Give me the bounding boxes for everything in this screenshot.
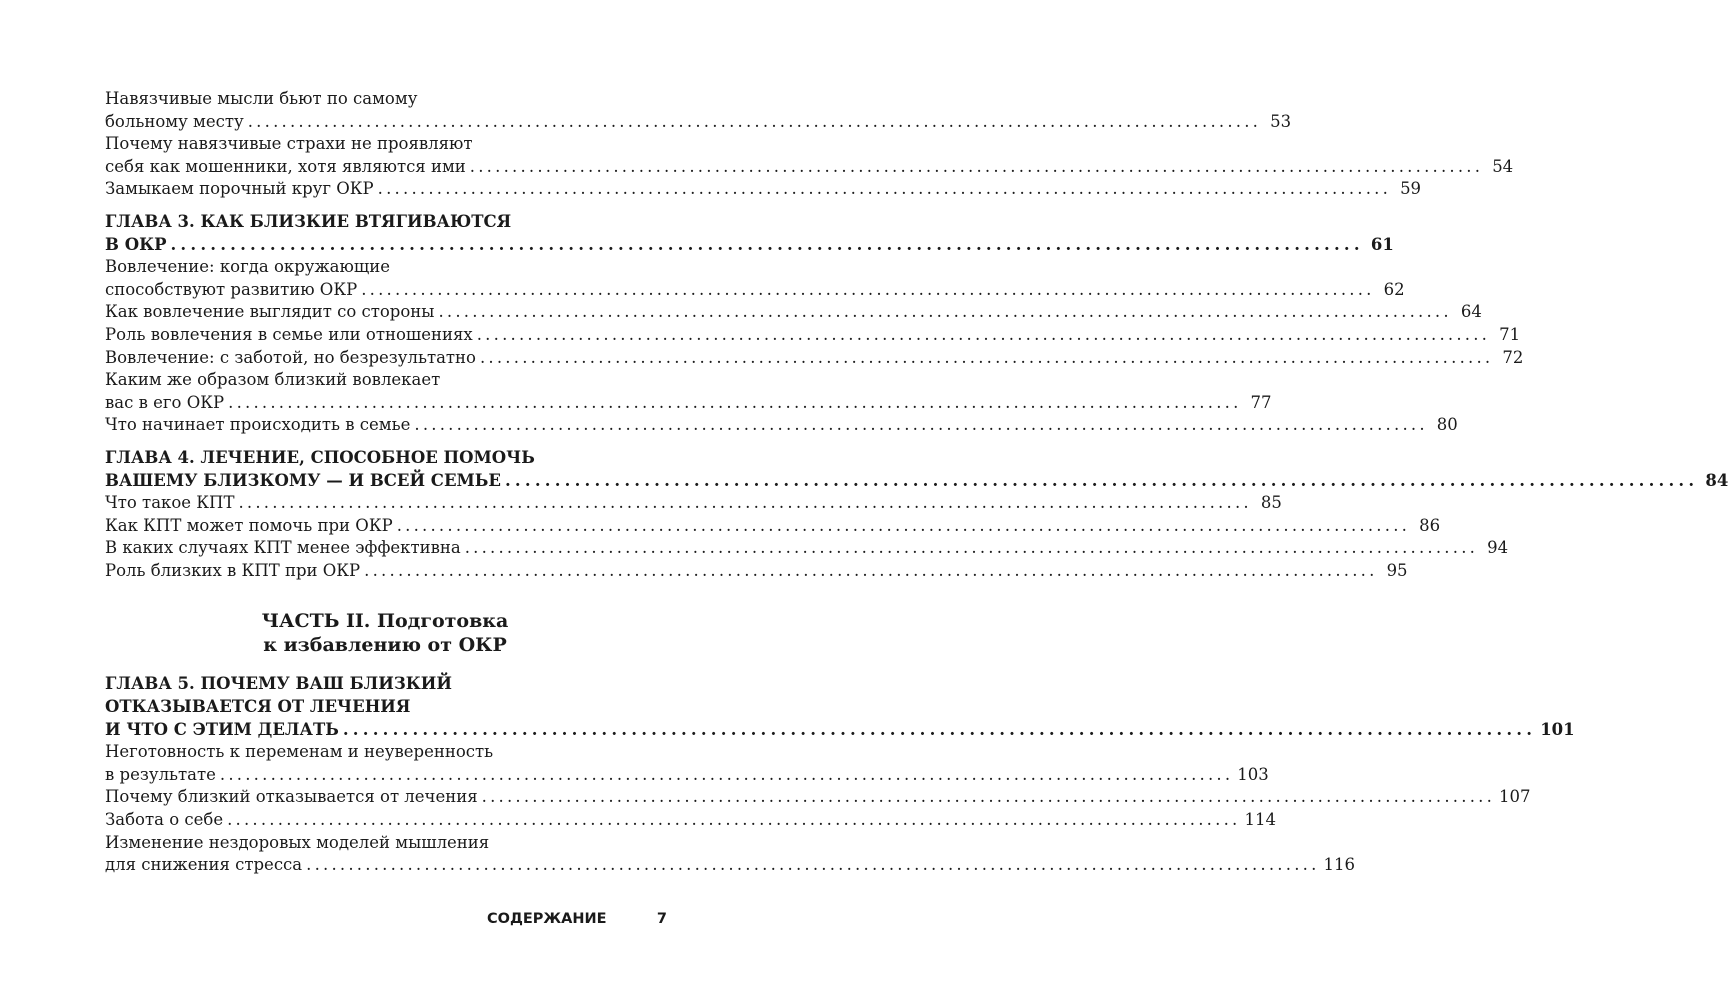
toc-entry <box>105 414 1458 437</box>
footer-section-title: СОДЕРЖАНИЕ <box>487 911 607 927</box>
toc-group-a <box>105 88 1514 201</box>
toc-entry-last-line <box>105 492 1282 515</box>
toc-entry-last-line <box>105 178 1422 201</box>
toc-entry-text: Вовлечение: с заботой, но безрезультатно <box>105 347 476 367</box>
toc-entry-last-line <box>105 279 1405 302</box>
page-number: 72 <box>1502 347 1524 367</box>
page-number: 116 <box>1323 855 1356 875</box>
toc-entry-text: Что такое КПТ <box>105 493 235 513</box>
toc-entry-line: Изменение нездоровых моделей мышления <box>105 832 490 852</box>
toc-entry-text: Роль близких в КПТ при ОКР <box>105 560 361 580</box>
dot-leader: ........................................................................................................................ <box>504 470 1699 490</box>
toc-entry <box>105 324 1521 347</box>
page-number: 77 <box>1250 392 1272 412</box>
dot-leader: ........................................................................................................................ <box>414 415 1428 435</box>
page-number: 95 <box>1386 560 1408 580</box>
page-number: 71 <box>1499 324 1521 344</box>
dot-leader: ........................................................................................................................ <box>247 111 1262 131</box>
page-number: 53 <box>1270 111 1292 131</box>
dot-leader: ........................................................................................................................ <box>361 279 1375 299</box>
chapter-5-heading <box>105 673 1575 741</box>
toc-entry-last-line <box>105 537 1509 560</box>
chapter-title-last-line <box>105 234 1394 257</box>
toc-entry <box>105 537 1509 560</box>
toc-entry <box>105 741 1269 786</box>
toc-entry <box>105 515 1441 538</box>
chapter-title-line: ГЛАВА 3. КАК БЛИЗКИЕ ВТЯГИВАЮТСЯ <box>105 211 512 231</box>
toc-entry-last-line <box>105 764 1269 787</box>
toc-entry-text: Как КПТ может помочь при ОКР <box>105 515 393 535</box>
toc-entry-line: Навязчивые мысли бьют по самому <box>105 89 418 108</box>
toc-entry <box>105 256 1405 301</box>
toc-entry-text: больному месту <box>105 111 244 131</box>
footer-page-number: 7 <box>656 911 667 927</box>
toc-entry-last-line <box>105 111 1292 134</box>
dot-leader: ........................................................................................................................ <box>306 855 1320 875</box>
toc-entry-last-line <box>105 156 1514 179</box>
dot-leader: ........................................................................................................................ <box>438 302 1452 322</box>
toc-entry-last-line <box>105 786 1531 809</box>
dot-leader: ........................................................................................................................ <box>227 810 1241 830</box>
dot-leader: ........................................................................................................................ <box>238 493 1252 513</box>
toc-entry-text: Как вовлечение выглядит со стороны <box>105 302 435 322</box>
toc-entry-text: себя как мошенники, хотя являются ими <box>105 156 466 176</box>
toc-entry-text: для снижения стресса <box>105 855 303 875</box>
toc-entry <box>105 301 1482 324</box>
toc-entry <box>105 492 1282 515</box>
toc-entry-text: Что начинает происходить в семье <box>105 415 411 435</box>
toc-entry-last-line <box>105 809 1276 832</box>
toc-group-b <box>105 256 1524 437</box>
chapter-4-heading <box>105 447 1728 492</box>
dot-leader: ........................................................................................................................ <box>377 179 1392 199</box>
toc-entry-last-line <box>105 560 1408 583</box>
dot-leader: ........................................................................................................................ <box>476 324 1491 344</box>
part-title-line: ЧАСТЬ II. Подготовка <box>261 610 509 633</box>
page-number: 84 <box>1705 470 1728 490</box>
toc-entry-line: Почему навязчивые страхи не проявляют <box>105 134 473 154</box>
dot-leader: ........................................................................................................................ <box>342 719 1537 739</box>
chapter-title-line: ГЛАВА 5. ПОЧЕМУ ВАШ БЛИЗКИЙ <box>105 674 452 694</box>
toc-entry-last-line <box>105 392 1272 415</box>
chapter-title-last-line <box>105 719 1575 742</box>
toc-entry <box>105 347 1524 370</box>
toc-entry-line: Неготовность к переменам и неуверенность <box>105 742 494 762</box>
page-number: 94 <box>1487 538 1509 558</box>
toc-entry <box>105 809 1276 832</box>
dot-leader: ........................................................................................................................ <box>219 764 1234 784</box>
toc-entry-text: в результате <box>105 764 216 784</box>
toc-entry <box>105 88 1292 133</box>
toc-entry-text: вас в его ОКР <box>105 392 225 412</box>
toc-entry-text: Забота о себе <box>105 810 224 830</box>
toc-entry-text: Замыкаем порочный круг ОКР <box>105 179 374 199</box>
toc-entry-last-line <box>105 854 1356 877</box>
toc-entry-line: Вовлечение: когда окружающие <box>105 257 390 277</box>
chapter-title-text: И ЧТО С ЭТИМ ДЕЛАТЬ <box>105 719 339 739</box>
toc-entry-last-line <box>105 324 1521 347</box>
page-number: 54 <box>1492 156 1514 176</box>
running-footer <box>487 911 667 927</box>
dot-leader: ........................................................................................................................ <box>479 347 1494 367</box>
toc-entry-last-line <box>105 414 1458 437</box>
toc-entry-text: Роль вовлечения в семье или отношениях <box>105 324 473 344</box>
part-2-heading <box>105 609 665 657</box>
chapter-3-heading <box>105 211 1394 256</box>
page-number: 114 <box>1244 810 1276 830</box>
dot-leader: ........................................................................................................................ <box>228 392 1242 412</box>
dot-leader: ........................................................................................................................ <box>464 538 1479 558</box>
toc-group-c <box>105 492 1509 582</box>
page-number: 59 <box>1400 179 1422 199</box>
toc-page <box>105 88 1728 877</box>
dot-leader: ........................................................................................................................ <box>469 156 1484 176</box>
chapter-title-line: ГЛАВА 4. ЛЕЧЕНИЕ, СПОСОБНОЕ ПОМОЧЬ <box>105 447 535 467</box>
chapter-title-text: В ОКР <box>105 234 167 254</box>
toc-entry-text: Почему близкий отказывается от лечения <box>105 787 478 807</box>
page-number: 80 <box>1436 415 1458 435</box>
toc-entry-text: способствуют развитию ОКР <box>105 279 358 299</box>
toc-entry-last-line <box>105 347 1524 370</box>
page-number: 62 <box>1383 279 1405 299</box>
toc-group-d <box>105 741 1531 877</box>
page-number: 107 <box>1499 787 1531 807</box>
toc-entry <box>105 786 1531 809</box>
page-number: 85 <box>1260 493 1282 513</box>
chapter-title-last-line <box>105 470 1728 493</box>
toc-entry-text: В каких случаях КПТ менее эффективна <box>105 538 461 558</box>
page-number: 64 <box>1460 302 1482 322</box>
toc-entry <box>105 369 1272 414</box>
toc-entry <box>105 560 1408 583</box>
chapter-title-text: ВАШЕМУ БЛИЗКОМУ — И ВСЕЙ СЕМЬЕ <box>105 470 501 490</box>
dot-leader: ........................................................................................................................ <box>364 560 1378 580</box>
part-title-line: к избавлению от ОКР <box>263 634 507 657</box>
page-number: 103 <box>1237 764 1269 784</box>
page-number: 61 <box>1370 234 1394 254</box>
page-number: 86 <box>1419 515 1441 535</box>
toc-entry <box>105 178 1422 201</box>
dot-leader: ........................................................................................................................ <box>170 234 1364 254</box>
toc-entry-last-line <box>105 515 1441 538</box>
toc-entry <box>105 832 1356 877</box>
page-number: 101 <box>1540 719 1575 739</box>
dot-leader: ........................................................................................................................ <box>481 787 1496 807</box>
toc-entry <box>105 133 1514 178</box>
chapter-title-line: ОТКАЗЫВАЕТСЯ ОТ ЛЕЧЕНИЯ <box>105 697 411 717</box>
toc-entry-line: Каким же образом близкий вовлекает <box>105 370 441 390</box>
toc-entry-last-line <box>105 301 1482 324</box>
dot-leader: ........................................................................................................................ <box>396 515 1411 535</box>
